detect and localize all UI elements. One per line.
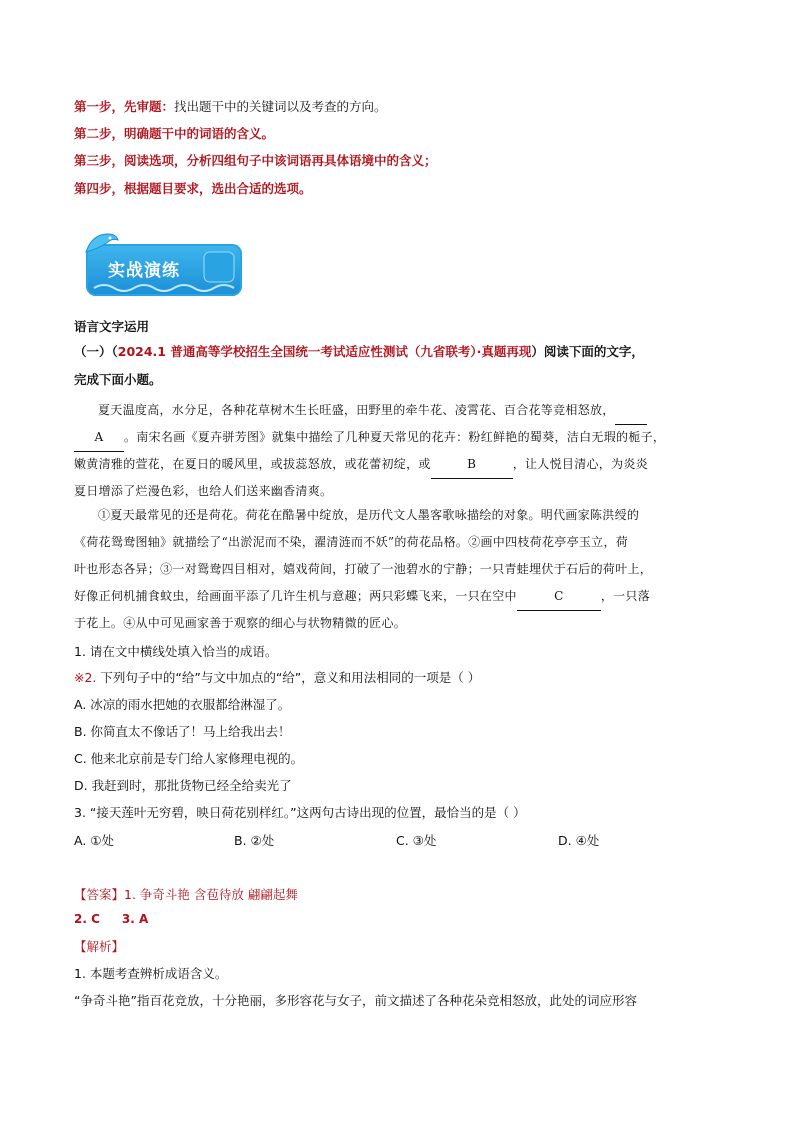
answer-1: 1. 争奇斗艳 含苞待放 翩翩起舞 — [124, 887, 298, 902]
blank-b: B — [431, 451, 513, 479]
question-2-text: 下列句子中的“给”与文中加点的“给”，意义和用法相同的一项是（ ） — [96, 670, 481, 685]
analysis-p1: 1. 本题考查辨析成语含义。 — [74, 966, 228, 981]
blank-a-lead — [615, 397, 647, 425]
passage-1 — [74, 397, 726, 505]
passage-2-line-3: 叶也形态各异；③一对鸳鸯四目相对，嬉戏荷间，打破了一池碧水的宁静；一只青蛙埋伏于石后的荷叶上， — [74, 562, 653, 576]
answer-2: 2. C — [74, 912, 100, 926]
passage-2-line-2: 《荷花鸳鸯图轴》就描绘了“出淤泥而不染，濯清涟而不妖”的荷花品格。②画中四枝荷花亭亭玉立，荷 — [74, 535, 629, 549]
q3-option-d[interactable]: D. ④处 — [558, 833, 600, 848]
q2-option-c[interactable]: C. 他来北京前是专门给人家修理电视的。 — [74, 751, 304, 766]
step-1-body: 找出题干中的关键词以及考查的方向。 — [174, 99, 387, 114]
step-3: 第三步，阅读选项，分析四组句子中该词语再具体语境中的含义； — [74, 153, 437, 168]
source-suffix: ）阅读下面的文字， — [531, 344, 644, 359]
answer-3: 3. A — [121, 912, 149, 926]
source-exam: 2024.1 普通高等学校招生全国统一考试适应性测试（九省联考）·真题再现 — [117, 344, 532, 359]
passage-2-line-5: 于花上。④从中可见画家善于观察的细心与状物精微的匠心。 — [74, 616, 407, 630]
passage-2-line-1: ①夏天最常见的还是荷花。荷花在酷暑中绽放，是历代文人墨客歌咏描绘的对象。明代画家陈洪绶的 — [98, 508, 640, 522]
passage-2-line-4: 好像正伺机捕食蚊虫，给画面平添了几许生机与意趣；两只彩蝶飞来，一只在空中 C ，一只落 — [74, 583, 726, 610]
source-line — [74, 342, 644, 360]
analysis-label: 【解析】 — [74, 939, 125, 954]
q3-option-b[interactable]: B. ②处 — [234, 833, 275, 848]
source-line-2: 完成下面小题。 — [74, 372, 162, 387]
analysis-p2: “争奇斗艳”指百花竞放，十分艳丽，多形容花与女子，前文描述了各种花朵竞相怒放，此处的词应形容 — [74, 993, 637, 1008]
section-title: 语言文字运用 — [74, 319, 150, 334]
q2-option-b[interactable]: B. 你简直太不像话了！马上给我出去！ — [74, 724, 291, 739]
passage-2 — [74, 502, 726, 637]
answer-label: 【答案】 — [74, 887, 125, 902]
passage-1-line-4: 夏日增添了烂漫色彩，也给人们送来幽香清爽。 — [74, 484, 333, 498]
question-3: 3. “接天莲叶无穷碧，映日荷花别样红。”这两句古诗出现的位置，最恰当的是（ ） — [74, 805, 526, 820]
passage-1-line-2: A 。南宋名画《夏卉骈芳图》就集中描绘了几种夏天常见的花卉：粉红鲜艳的蜀葵，洁白无瑕的栀子， — [74, 424, 726, 451]
answer-line-2 — [74, 912, 148, 926]
q2-option-d[interactable]: D. 我赶到时，那批货物已经全给卖光了 — [74, 778, 292, 793]
question-2 — [74, 668, 480, 686]
step-4: 第四步，根据题目要求，选出合适的选项。 — [74, 181, 312, 196]
q3-option-c[interactable]: C. ③处 — [396, 833, 437, 848]
step-2: 第二步，明确题干中的词语的含义。 — [74, 126, 275, 141]
passage-1-line-1: 夏天温度高，水分足，各种花草树木生长旺盛，田野里的牵牛花、凌霄花、百合花等竞相怒放， — [74, 397, 726, 424]
source-prefix: （一）（ — [74, 344, 118, 359]
q2-option-a[interactable]: A. 冰凉的雨水把她的衣服都给淋湿了。 — [74, 697, 291, 712]
badge-label: 实战演练 — [108, 261, 180, 281]
step-1 — [74, 97, 387, 115]
passage-1-line-3: 嫩黄清雅的萱花，在夏日的暖风里，或拔蕊怒放，或花蕾初绽，或 B ，让人悦目清心，为炎炎 — [74, 451, 726, 478]
question-2-mark: ※2. — [74, 670, 97, 685]
step-1-head: 第一步，先审题： — [74, 99, 175, 114]
dolphin-icon — [82, 228, 122, 258]
blank-a: A — [74, 424, 124, 452]
q3-option-a[interactable]: A. ①处 — [74, 833, 114, 848]
question-1: 1. 请在文中横线处填入恰当的成语。 — [74, 644, 278, 659]
blank-c: C — [517, 583, 601, 611]
answer-line-1 — [74, 885, 298, 903]
